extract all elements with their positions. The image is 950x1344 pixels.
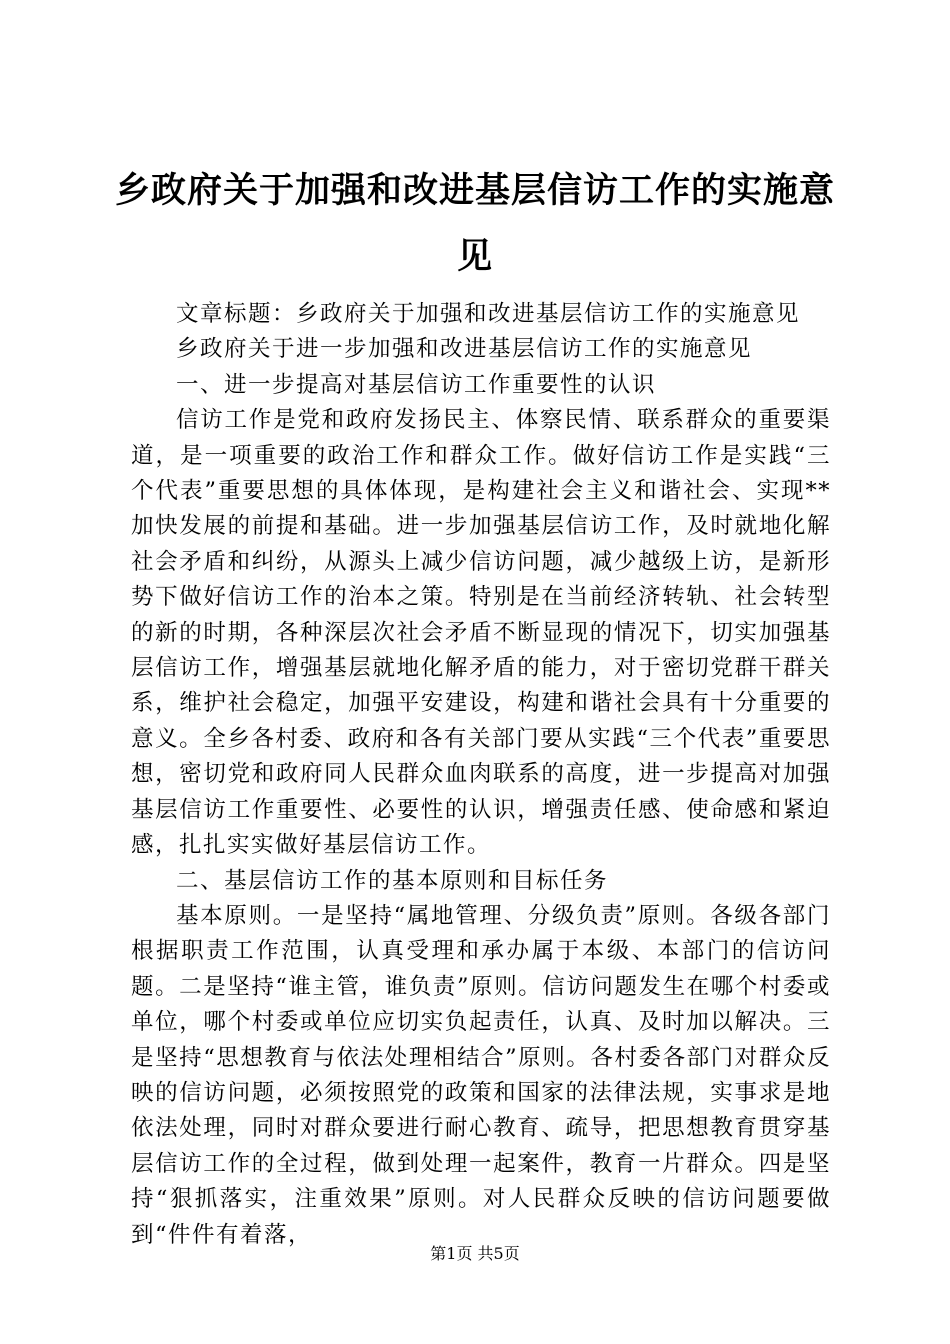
subtitle-paragraph: 乡政府关于进一步加强和改进基层信访工作的实施意见 [176,336,753,363]
document-body [131,297,831,1253]
body-paragraph-1: 信访工作是党和政府发扬民主、体察民情、联系群众的重要渠道，是一项重要的政治工作和群众工作。做好信访工作是实践“三个代表”重要思想的具体体现，是构建社会主义和谐社会、实现**加快发展的前提和基础。进一步加强基层信访工作，及时就地化解社会矛盾和纠纷，从源头上减少信访问题，减少越级上访，是新形势下做好信访工作的治本之策。特别是在当前经济转轨、社会转型的新的时期，各种深层次社会矛盾不断显现的情况下，切实加强基层信访工作，增强基层就地化解矛盾的能力，对于密切党群干群关系，维护社会稳定，加强平安建设，构建和谐社会具有十分重要的意义。全乡各村委、政府和各有关部门要从实践“三个代表”重要思想，密切党和政府同人民群众血肉联系的高度，进一步提高对加强基层信访工作重要性、必要性的认识，增强责任感、使命感和紧迫感，扎扎实实做好基层信访工作。 [131,407,831,859]
body-paragraph-2: 基本原则。一是坚持“属地管理、分级负责”原则。各级各部门根据职责工作范围，认真受理和承办属于本级、本部门的信访问题。二是坚持“谁主管，谁负责”原则。信访问题发生在哪个村委或单位，哪个村委或单位应切实负起责任，认真、及时加以解决。三是坚持“思想教育与依法处理相结合”原则。各村委各部门对群众反映的信访问题，必须按照党的政策和国家的法律法规，实事求是地依法处理，同时对群众要进行耐心教育、疏导，把思想教育贯穿基层信访工作的全过程，做到处理一起案件，教育一片群众。四是坚持“狠抓落实，注重效果”原则。对人民群众反映的信访问题要做到“件件有着落， [131,902,831,1248]
document-title: 乡政府关于加强和改进基层信访工作的实施意见 [114,170,835,277]
section-heading-1: 一、进一步提高对基层信访工作重要性的认识 [176,371,657,398]
article-title-line: 文章标题：乡政府关于加强和改进基层信访工作的实施意见 [176,301,801,327]
section-heading-2: 二、基层信访工作的基本原则和目标任务 [176,867,609,894]
page-footer: 第1页 共5页 [430,1244,520,1263]
